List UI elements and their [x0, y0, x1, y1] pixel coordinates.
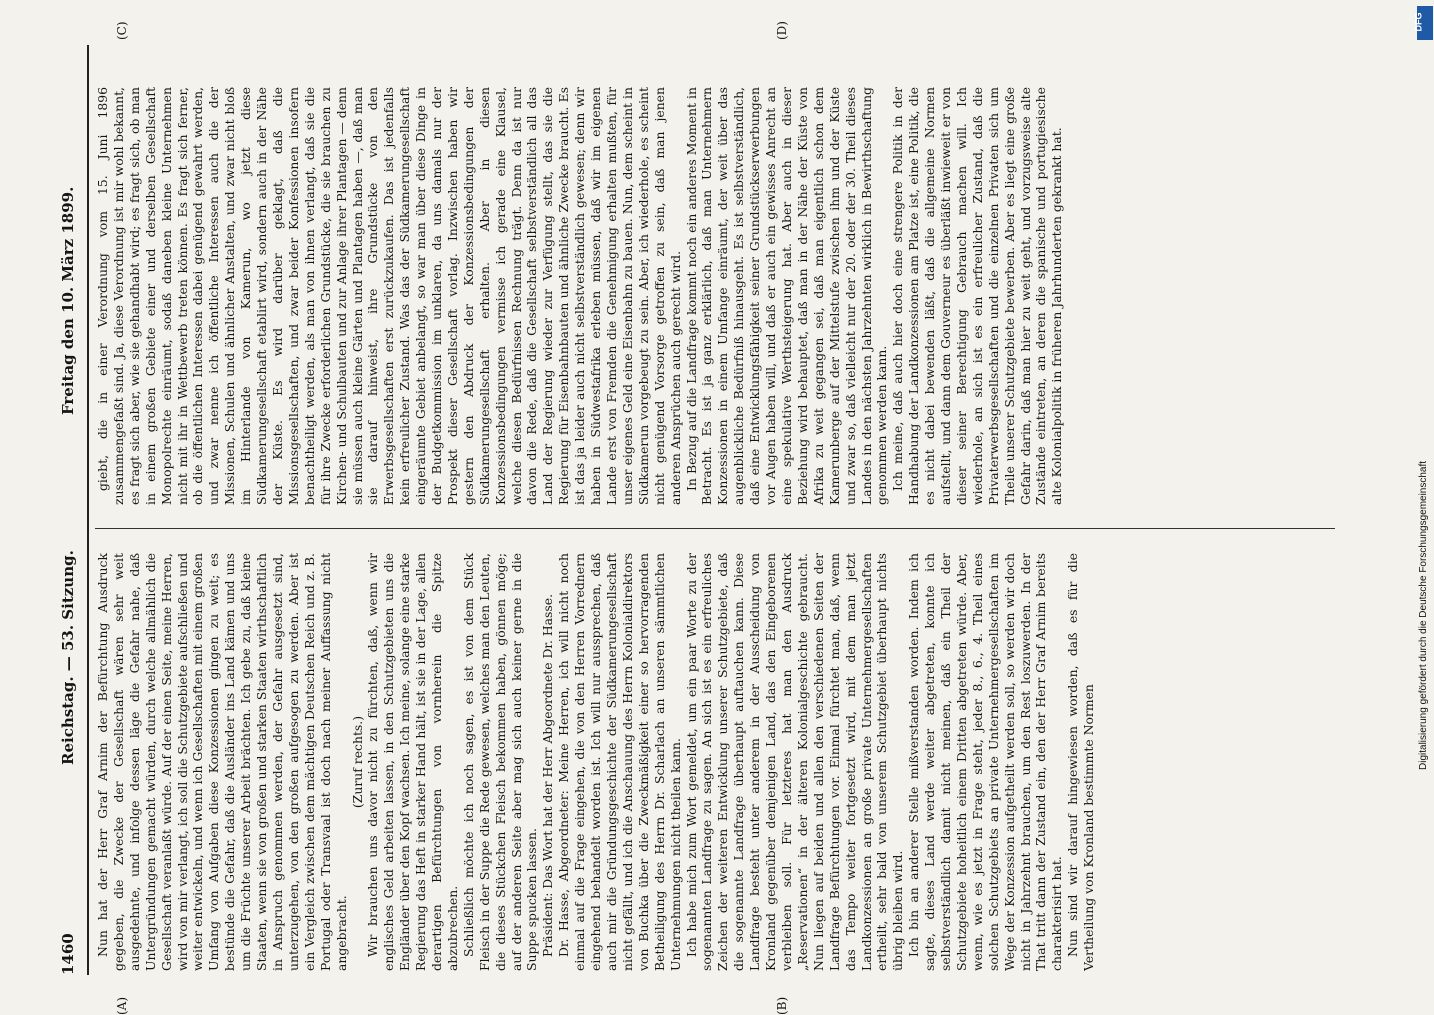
column-divider — [95, 528, 1335, 529]
right-column — [95, 87, 1065, 505]
dfg-logo-text: DFG — [1413, 12, 1424, 32]
paragraph: Nun sind wir darauf hingewiesen worden, daß es für die Vertheilung von Kronland bestimmte Normen — [1065, 553, 1097, 971]
issue-date: Freitag den 10. März 1899. — [59, 186, 77, 415]
paragraph: giebt, die in einer Verordnung vom 15. Juni 1896 zusammengefaßt sind. Ja, diese Verordnung ist mir wohl bekannt, es fragt sich aber, wie sie gehandhabt wird; es fragt sich, ob man in einem großen Gebiete einer und derselben Gesellschaft Monopolrechte einräumt, sodaß daneben kleine Unternehmen nicht mit ihr in Wettbewerb treten können. Es fragt sich ferner, ob die öffentlichen Interessen dabei genügend gewahrt werden, und zwar nenne ich öffentliche Interessen auch die der Missionen, Schulen und ähnlicher Anstalten, und zwar nicht bloß im Hinterlande von Kamerun, wo jetzt diese Südkamerungesellschaft etablirt wird, sondern auch in der Nähe der Küste. Es wird darüber geklagt, daß die Missionsgesellschaften, und zwar beider Konfessionen insofern benachtheiligt werden, als man von ihnen verlangt, daß sie die für ihre Zwecke erforderlichen Grundstücke, die sie brauchen zu Kirchen- und Schulbauten und zur Anlage ihrer Plantagen — denn sie müssen auch kleine Gärten und Plantagen haben —, daß man sie darauf hinweist, ihre Grundstücke von den Erwerbsgesellschaften erst zurückzukaufen. Das ist jedenfalls kein erfreulicher Zustand. Was das der Südkamerungesellschaft eingeräumte Gebiet anbelangt, so war man über diese Dinge in der Budgetkommission im unklaren, da uns damals nur der Prospekt dieser Gesellschaft vorlag. Inzwischen haben wir gestern den Abdruck der Konzessionsbedingungen der Südkamerungesellschaft erhalten. Aber in diesen Konzessionsbedingungen vermisse ich gerade eine Klausel, welche diesen Bedürfnissen Rechnung trägt. Denn da ist nur davon die Rede, daß die Gesellschaft selbstverständlich all das Land der Regierung wieder zur Verfügung stellt, das sie die Regierung für Eisenbahnbauten und ähnliche Zwecke braucht. Es ist das ja leider auch nicht selbstverständlich gewesen; denn wir haben in Südwestafrika erleben müssen, daß wir im eigenen Lande erst von Fremden die Genehmigung erhalten mußten, für unser eigenes Geld eine Eisenbahn zu bauen. Nun, dem scheint in Südkamerun vorgebeugt zu sein. Aber, ich wiederhole, es scheint nicht genügend Vorsorge getroffen zu sein, daß man jenen anderen Ansprüchen auch gerecht wird. — [95, 87, 683, 505]
interjection: (Zuruf rechts.) — [349, 715, 365, 809]
margin-marker-a: (A) — [115, 996, 129, 1015]
digitization-note: Digitalisierung gefördert durch die Deutsche Forschungsgemeinschaft — [1418, 460, 1429, 770]
paragraph: Dr. Hasse, Abgeordneter: Meine Herren, ich will nicht noch einmal auf die Frage eingehen, die von den Herren Vorrednern eingehend behandelt worden ist. Ich will nur aussprechen, daß auch mir die Gründungsgeschichte der Südkamerungesellschaft nicht gefällt, und ich die Anschauung des Herrn Kolonialdirektors von Buchka über die Zweckmäßigkeit einer so hervorragenden Betheiligung des Herrn Dr. Scharlach an unseren sämmtlichen Unternehmungen nicht theilen kann. — [556, 553, 683, 971]
paragraph: Wir brauchen uns davor nicht zu fürchten, daß, wenn wir englisches Geld arbeiten lassen, in den Schutzgebieten uns die Engländer über den Kopf wachsen. Ich meine, solange eine starke Regierung das Heft in starker Hand hält, ist sie in der Lage, allen derartigen Befürchtungen von vornherein die Spitze abzubrechen. — [365, 553, 460, 971]
running-title: Reichstag. — 53. Sitzung. — [59, 550, 77, 765]
paragraph: In Bezug auf die Landfrage kommt noch ein anderes Moment in Betracht. Es ist ja ganz erklärlich, daß man Unternehmern Konzessionen in einem Umfange einräumt, der weit über das augenblickliche Bedürfniß hinausgeht. Es ist selbstverständlich, daß eine Entwicklungsfähigkeit seiner Grundstückserwerbungen vor Augen haben will, und daß er auch ein gewisses Anrecht an eine spekulative Werthsteigerung hat. Aber auch in dieser Beziehung wird behauptet, daß man in der Nähe der Küste von Afrika zu weit gegangen sei, daß man eigentlich schon dem Kamerunberge auf der Mittelstufe zwischen ihm und der Küste und zwar so, daß vielleicht nur der 20. oder der 30. Theil dieses Landes in den nächsten Jahrzehnten wirklich in Bewirthschaftung genommen werden kann. — [683, 87, 890, 505]
paragraph: Ich habe mich zum Wort gemeldet, um ein paar Worte zu der sogenannten Landfrage zu sagen. An sich ist es ein erfreuliches Zeichen der weiteren Entwicklung unserer Schutzgebiete, daß die sogenannte Landfrage überhaupt auftauchen kann. Diese Landfrage besteht unter anderem in der Ausscheidung von Kronland gegenüber demjenigen Land, das den Eingeborenen verbleiben soll. Für letzteres hat man den Ausdruck „Reservationen“ in der älteren Kolonialgeschichte gebraucht. Nun liegen auf beiden und allen den verschiedenen Seiten der Landfrage Befürchtungen vor. Einmal fürchtet man, daß, wenn das Tempo weiter fortgesetzt wird, mit dem man jetzt Landkonzessionen an große private Unternehmergesellschaften ertheilt, sehr bald von unserem Schutzgebiet überhaupt nichts übrig bleiben wird. — [683, 553, 906, 971]
rotated-page-content — [55, 21, 1405, 1015]
margin-marker-b: (B) — [775, 996, 789, 1015]
page-number: 1460 — [59, 933, 77, 975]
paragraph: Ich meine, daß auch hier doch eine strengere Politik in der Handhabung der Landkonzessionen am Platze ist, eine Politik, die es nicht dabei bewenden läßt, daß die allgemeine Normen aufstellt, und dann dem Gouverneur es überläßt inwieweit er von dieser seiner Berechtigung Gebrauch machen will. Ich wiederhole, an sich ist es ein erfreulicher Zustand, daß die Privaterwerbsgesellschaften und die einzelnen Privaten sich um Theile unserer Schutzgebiete bewerben. Aber es liegt eine große Gefahr darin, daß man hier zu weit geht, und vorzugsweise alte Zustände eintreten, an deren die spanische und portugiesische alte Kolonialpolitik in früheren Jahrhunderten gekrankt hat. — [890, 87, 1065, 505]
header-rule — [87, 45, 89, 975]
margin-marker-c: (C) — [115, 21, 129, 40]
paragraph: Nun hat der Herr Graf Arnim der Befürchtung Ausdruck gegeben, die Zwecke der Gesellschaft wären sehr weit ausgedehnte, und infolge dessen läge die Gefahr nahe, daß Untergründungen gemacht würden, durch welche allmählich die Gesellschaft veranlaßt würde. Auf der einen Seite, meine Herren, wird von mir verlangt, ich soll die Schutzgebiete aufschließen und weiter entwickeln, und wenn ich Gesellschaften mit einem großen Umfang von Aufgaben diese Konzessionen gingen zu weit; es bestünde die Gefahr, daß die Ausländer ins Land kämen und uns um die Früchte unserer Arbeit brächten. Ich gebe zu, daß kleine Staaten, wenn sie von großen und starken Staaten wirthschaftlich in Anspruch genommen werden, der Gefahr ausgesetzt sind, unterzugehen, von den großen aufgesogen zu werden. Aber ist ein Vergleich zwischen dem mächtigen Deutschen Reich und z. B. Portugal oder Transvaal ist doch nach meiner Auffassung nicht angebracht. — [95, 553, 349, 971]
president-line: Präsident: Das Wort hat der Herr Abgeordnete Dr. Hasse. — [540, 593, 556, 957]
margin-marker-d: (D) — [775, 21, 789, 40]
running-header — [55, 45, 85, 975]
left-column — [95, 553, 1097, 971]
paragraph: Schließlich möchte ich noch sagen, es ist von dem Stück Fleisch in der Suppe die Rede gewesen, welches man den Leuten, die dieses Stückchen Fleisch bekommen haben, gönnen möge; auf der anderen Seite aber mag sich auch keiner gerne in die Suppe spucken lassen. — [460, 553, 540, 971]
paragraph: Ich bin an anderer Stelle mißverstanden worden. Indem ich sagte, dieses Land werde weiter abgetreten, konnte ich selbstverständlich damit nicht meinen, daß ein Theil der Schutzgebiete hoheitlich einem Dritten abgetreten würde. Aber, wenn, wie es jetzt in Frage steht, jeder 8., 6., 4. Theil eines solchen Schutzgebiets an private Unternehmergesellschaften im Wege der Konzession aufgetheilt werden soll, so werden wir doch nicht in Jahrzehnt brauchen, um den Rest loszuwerden. In der That tritt dann der Zustand ein, den der Herr Graf Arnim bereits charakterisirt hat. — [906, 553, 1065, 971]
